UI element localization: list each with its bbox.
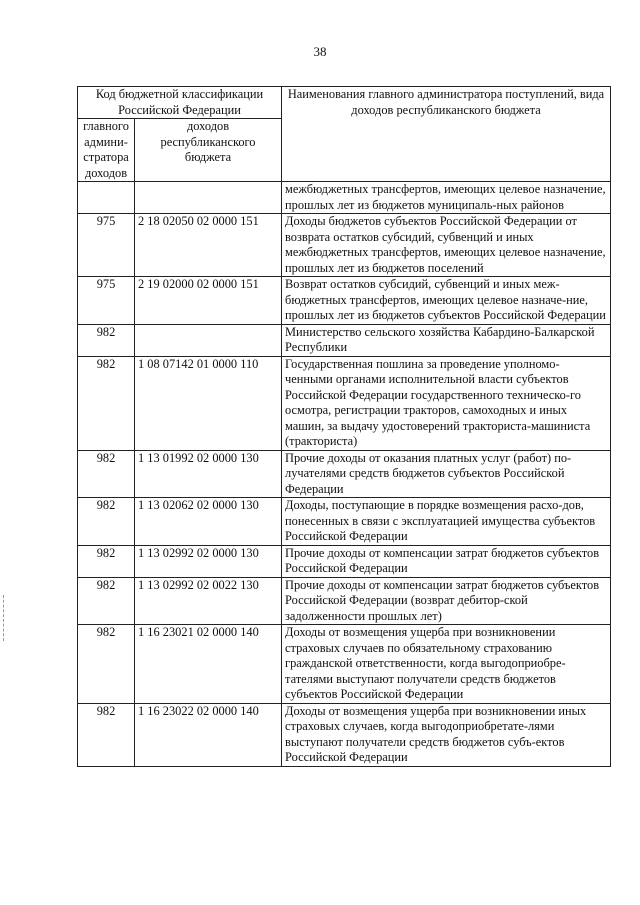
table-row — [78, 545, 611, 577]
admin-code-cell — [78, 182, 135, 214]
admin-code-cell: 982 — [78, 324, 135, 356]
income-code-cell: 1 13 02992 02 0022 130 — [135, 577, 282, 625]
table-body — [78, 182, 611, 767]
income-code-cell: 1 16 23021 02 0000 140 — [135, 625, 282, 704]
admin-code-cell: 982 — [78, 498, 135, 546]
income-code-cell: 1 13 02062 02 0000 130 — [135, 498, 282, 546]
income-code-cell: 1 16 23022 02 0000 140 — [135, 703, 282, 766]
table-row — [78, 577, 611, 625]
income-code-cell — [135, 182, 282, 214]
admin-code-cell: 982 — [78, 450, 135, 498]
header-admin-column: главного админи-стратора доходов — [78, 119, 135, 182]
income-name-cell: Прочие доходы от компенсации затрат бюджетов субъектов Российской Федерации (возврат дебитор-ской задолженности прошлых лет) — [282, 577, 611, 625]
table-row — [78, 324, 611, 356]
income-code-cell: 2 19 02000 02 0000 151 — [135, 277, 282, 325]
table-row — [78, 703, 611, 766]
table-row — [78, 450, 611, 498]
income-code-cell: 1 13 02992 02 0000 130 — [135, 545, 282, 577]
scan-margin-mark — [3, 595, 5, 641]
income-name-cell: межбюджетных трансфертов, имеющих целевое назначение, прошлых лет из бюджетов муниципаль-ных районов — [282, 182, 611, 214]
header-group-title: Код бюджетной классификации Российской Федерации — [78, 87, 282, 119]
table-header-row — [78, 87, 611, 119]
income-name-cell: Доходы от возмещения ущерба при возникновении иных страховых случаев, когда выгодоприобретате-лями выступают получатели средств бюджетов субъ-ектов Российской Федерации — [282, 703, 611, 766]
admin-code-cell: 982 — [78, 577, 135, 625]
table-row — [78, 182, 611, 214]
header-name-column: Наименования главного администратора поступлений, вида доходов республиканского бюджета — [282, 87, 611, 182]
table-row — [78, 625, 611, 704]
income-code-cell: 2 18 02050 02 0000 151 — [135, 214, 282, 277]
income-code-cell: 1 08 07142 01 0000 110 — [135, 356, 282, 450]
table-row — [78, 498, 611, 546]
admin-code-cell: 982 — [78, 545, 135, 577]
income-name-cell: Доходы бюджетов субъектов Российской Федерации от возврата остатков субсидий, субвенций и иных межбюджетных трансфертов, имеющих целевое назначение, прошлых лет из бюджетов поселений — [282, 214, 611, 277]
income-name-cell: Возврат остатков субсидий, субвенций и иных меж-бюджетных трансфертов, имеющих целевое назначе-ние, прошлых лет из бюджетов субъектов Российской Федерации — [282, 277, 611, 325]
admin-code-cell: 982 — [78, 356, 135, 450]
page-number: 38 — [313, 44, 327, 59]
income-code-cell — [135, 324, 282, 356]
income-name-cell: Государственная пошлина за проведение уполномо-ченными органами исполнительной власти субъектов Российской Федерации государственного техническо-го осмотра, регистрации тракторов, самоходных и иных машин, за выдачу удостоверений тракториста-машиниста (тракториста) — [282, 356, 611, 450]
income-name-cell: Прочие доходы от компенсации затрат бюджетов субъектов Российской Федерации — [282, 545, 611, 577]
table-row — [78, 356, 611, 450]
income-name-cell: Доходы от возмещения ущерба при возникновении страховых случаев по обязательному страхованию гражданской ответственности, когда выгодоприобре-тателями выступают получатели средств бюджетов субъектов Российской Федерации — [282, 625, 611, 704]
admin-code-cell: 982 — [78, 625, 135, 704]
table-row — [78, 277, 611, 325]
budget-classification-table — [77, 86, 611, 767]
admin-code-cell: 982 — [78, 703, 135, 766]
income-name-cell: Доходы, поступающие в порядке возмещения расхо-дов, понесенных в связи с эксплуатацией имущества субъектов Российской Федерации — [282, 498, 611, 546]
income-name-cell: Министерство сельского хозяйства Кабардино-Балкарской Республики — [282, 324, 611, 356]
admin-code-cell: 975 — [78, 214, 135, 277]
admin-code-cell: 975 — [78, 277, 135, 325]
table-row — [78, 214, 611, 277]
header-income-column: доходов республиканского бюджета — [135, 119, 282, 182]
income-code-cell: 1 13 01992 02 0000 130 — [135, 450, 282, 498]
income-name-cell: Прочие доходы от оказания платных услуг (работ) по-лучателями средств бюджетов субъектов Российской Федерации — [282, 450, 611, 498]
